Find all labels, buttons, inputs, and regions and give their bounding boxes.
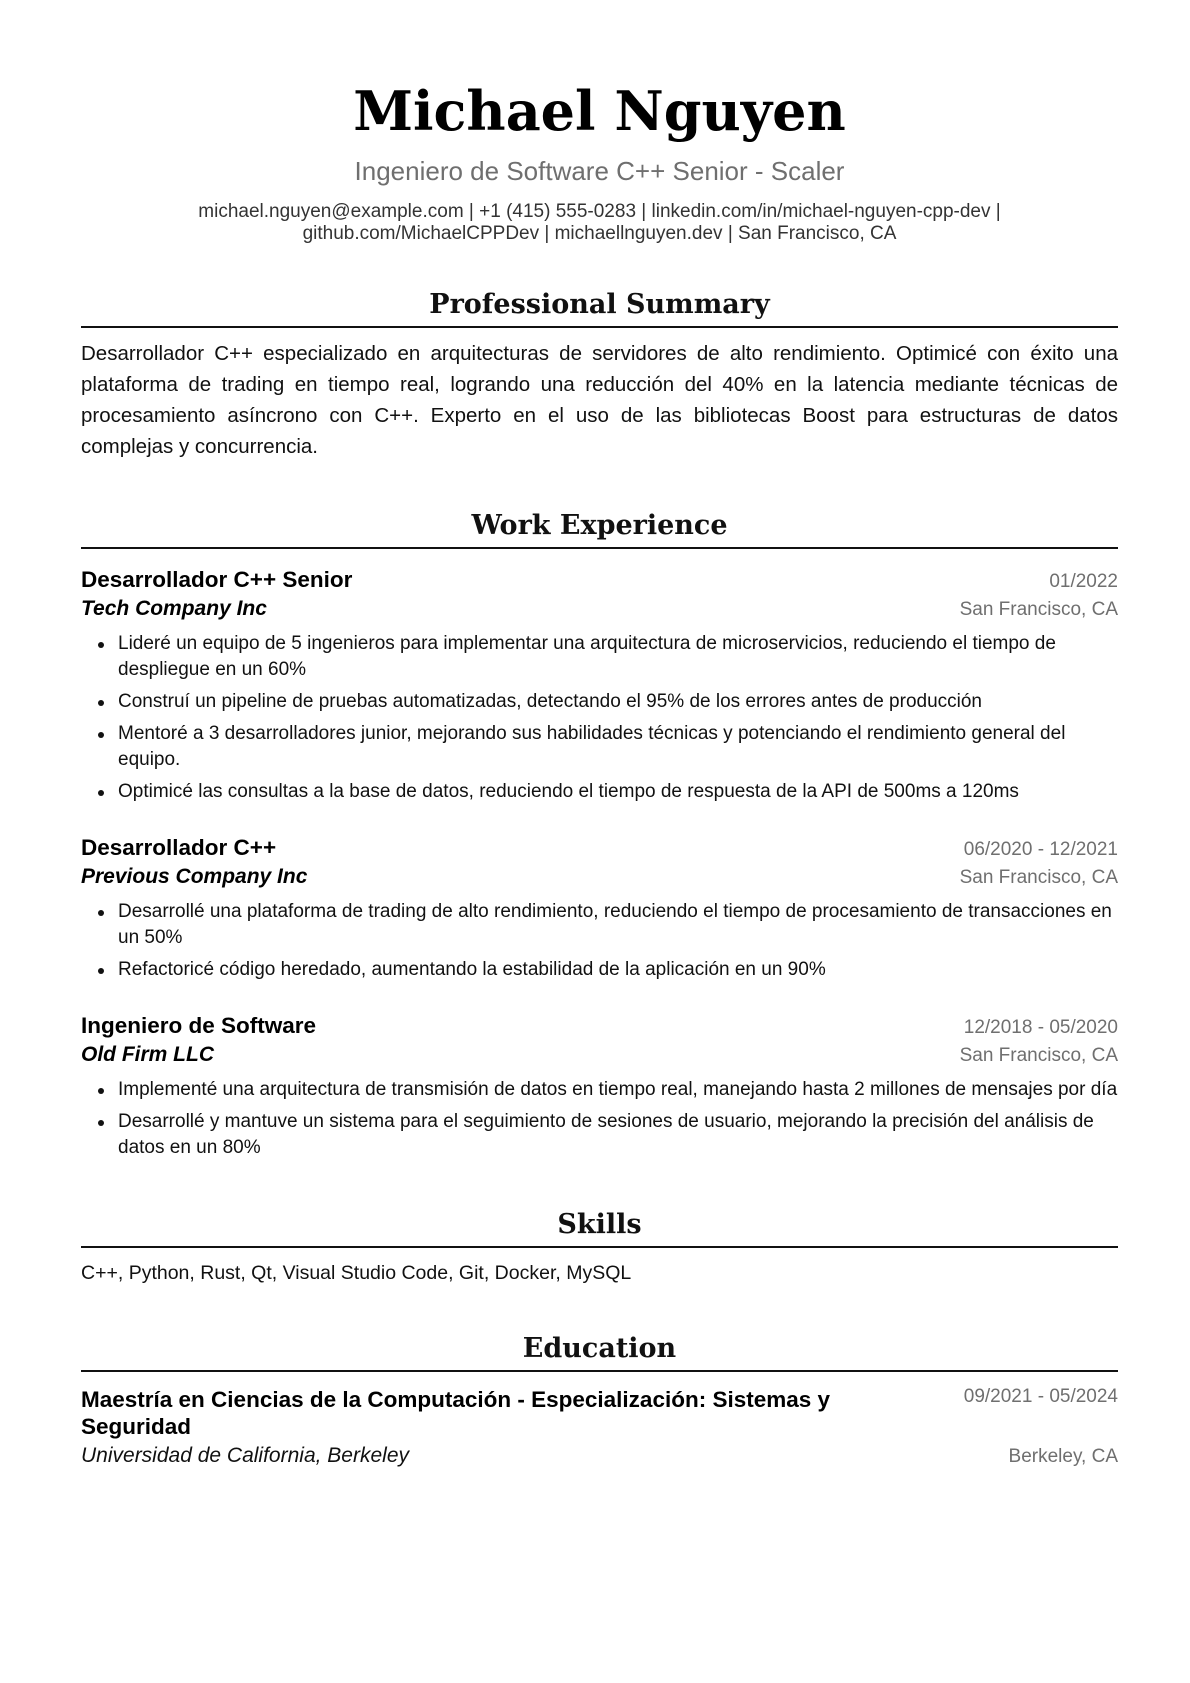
education-heading: Education (81, 1333, 1118, 1372)
skills-heading: Skills (81, 1209, 1118, 1248)
work-experience-section (81, 510, 1118, 1161)
job-company: Previous Company Inc (81, 865, 308, 889)
job-bullet: Implementé una arquitectura de transmisión de datos en tiempo real, manejando hasta 2 millones de mensajes por día (118, 1077, 1118, 1103)
summary-text: Desarrollador C++ especializado en arquitecturas de servidores de alto rendimiento. Optimicé con éxito una plataforma de trading en tiempo real, logrando una reducción del 40% en la latencia mediante técnicas de procesamiento asíncrono con C++. Experto en el uso de las bibliotecas Boost para estructuras de datos complejas y concurrencia. (81, 342, 1118, 459)
contact-info (81, 201, 1118, 245)
contact-line-1: michael.nguyen@example.com | +1 (415) 555-0283 | linkedin.com/in/michael-nguyen-cpp-dev | (198, 201, 1001, 223)
job-bullet: Refactoricé código heredado, aumentando la estabilidad de la aplicación en un 90% (118, 957, 1118, 983)
job-location: San Francisco, CA (959, 1045, 1118, 1067)
job-date: 06/2020 - 12/2021 (963, 839, 1118, 861)
job-bullet: Lideré un equipo de 5 ingenieros para implementar una arquitectura de microservicios, reduciendo el tiempo de despliegue en un 60% (118, 631, 1118, 683)
education-entry (81, 1386, 1118, 1468)
job-location: San Francisco, CA (959, 599, 1118, 621)
job-company: Tech Company Inc (81, 597, 267, 621)
summary-section (81, 289, 1118, 462)
contact-line-2: github.com/MichaelCPPDev | michaellnguyen.dev | San Francisco, CA (302, 223, 897, 245)
job-achievements (81, 631, 1118, 805)
job-date: 01/2022 (1049, 571, 1118, 593)
job-achievements (81, 1077, 1118, 1161)
education-section (81, 1333, 1118, 1468)
candidate-headline: Ingeniero de Software C++ Senior - Scaler (354, 156, 845, 187)
education-location: Berkeley, CA (1008, 1446, 1118, 1468)
job-bullet: Mentoré a 3 desarrolladores junior, mejorando sus habilidades técnicas y potenciando el rendimiento general del equipo. (118, 721, 1118, 773)
resume-page (81, 80, 1118, 1468)
job-title: Desarrollador C++ Senior (81, 567, 353, 593)
summary-heading: Professional Summary (81, 289, 1118, 328)
institution-name: Universidad de California, Berkeley (81, 1444, 409, 1468)
degree-title: Maestría en Ciencias de la Computación - Especialización: Sistemas y Seguridad (81, 1387, 831, 1440)
job-company: Old Firm LLC (81, 1043, 214, 1067)
job-bullet: Desarrollé una plataforma de trading de alto rendimiento, reduciendo el tiempo de procesamiento de transacciones en un 50% (118, 899, 1118, 951)
job-location: San Francisco, CA (959, 867, 1118, 889)
job-title: Desarrollador C++ (81, 835, 277, 861)
job-entry (81, 1013, 1118, 1161)
job-date: 12/2018 - 05/2020 (963, 1017, 1118, 1039)
job-entry (81, 835, 1118, 983)
job-bullet: Optimicé las consultas a la base de datos, reduciendo el tiempo de respuesta de la API de 500ms a 120ms (118, 779, 1118, 805)
job-bullet: Construí un pipeline de pruebas automatizadas, detectando el 95% de los errores antes de producción (118, 689, 1118, 715)
skills-list: C++, Python, Rust, Qt, Visual Studio Code, Git, Docker, MySQL (81, 1262, 632, 1285)
education-date: 09/2021 - 05/2024 (963, 1386, 1118, 1408)
job-achievements (81, 899, 1118, 983)
job-title: Ingeniero de Software (81, 1013, 317, 1039)
work-experience-heading: Work Experience (81, 510, 1118, 549)
job-bullet: Desarrollé y mantuve un sistema para el seguimiento de sesiones de usuario, mejorando la precisión del análisis de datos en un 80% (118, 1109, 1118, 1161)
job-entry (81, 567, 1118, 805)
candidate-name: Michael Nguyen (353, 79, 846, 143)
skills-section (81, 1209, 1118, 1285)
